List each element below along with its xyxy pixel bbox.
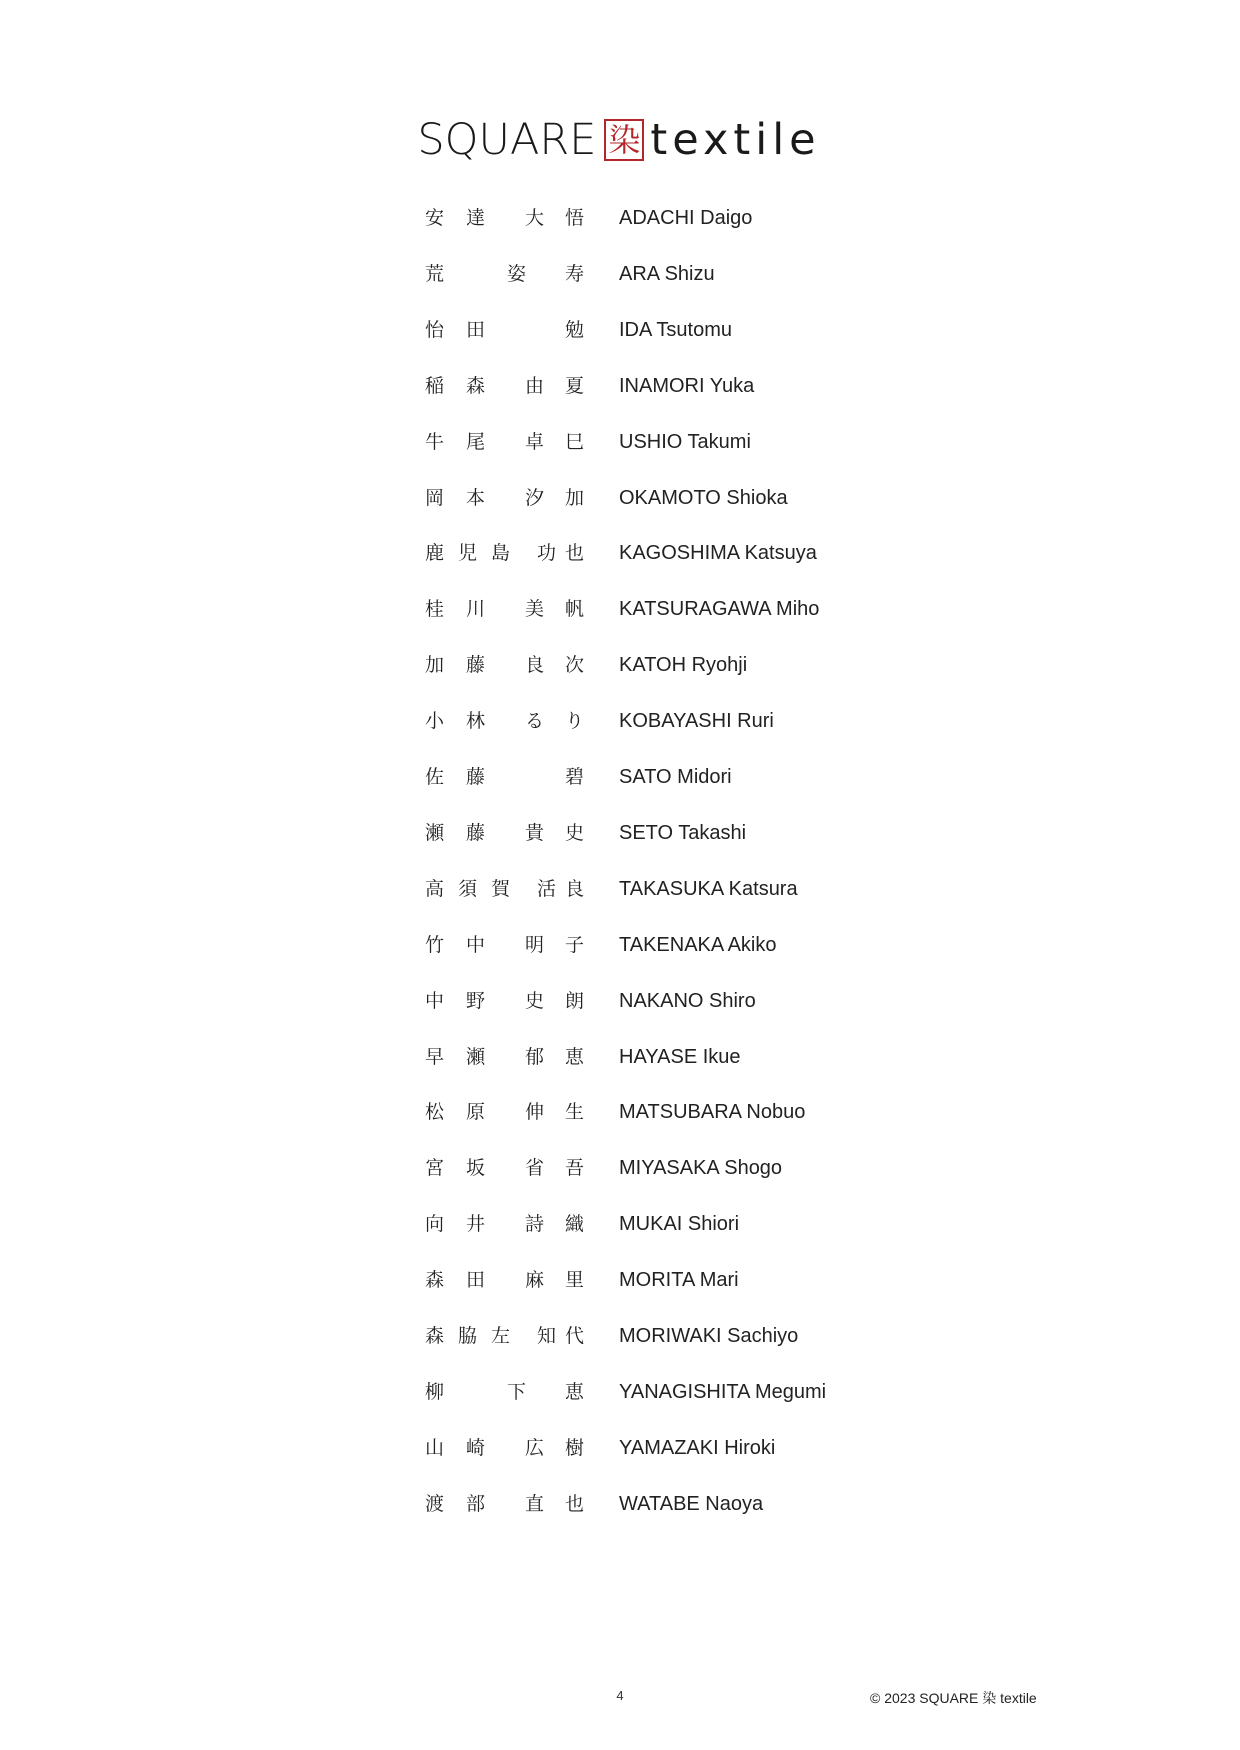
- name-character: 次: [565, 654, 585, 677]
- romanized-name: HAYASE Ikue: [619, 1045, 741, 1068]
- romanized-name: WATABE Naoya: [619, 1492, 764, 1515]
- romanized-name: SETO Takashi: [619, 821, 747, 844]
- name-character: 活: [537, 877, 557, 900]
- name-character: 麻: [525, 1269, 545, 1292]
- name-character: 広: [525, 1436, 545, 1459]
- japanese-name: [425, 813, 587, 853]
- name-character: 大: [525, 207, 545, 229]
- name-character: 代: [565, 1325, 585, 1347]
- name-character: 伸: [525, 1101, 545, 1124]
- name-character: 須: [458, 877, 478, 900]
- roster-row: [0, 701, 1240, 741]
- name-character: 藤: [466, 766, 486, 788]
- name-character: 朗: [565, 989, 585, 1012]
- romanized-name: USHIO Takumi: [619, 430, 751, 453]
- name-character: 野: [466, 989, 486, 1012]
- name-character: 巳: [565, 430, 585, 453]
- name-character: 吾: [565, 1157, 585, 1180]
- roster-row: [0, 925, 1240, 965]
- japanese-name: [425, 645, 587, 685]
- name-character: 怡: [425, 318, 445, 341]
- name-character: 柳: [425, 1380, 445, 1403]
- roster-row: [0, 1204, 1240, 1244]
- name-character: 宮: [425, 1157, 445, 1180]
- name-character: 明: [525, 933, 545, 956]
- roster-row: [0, 589, 1240, 629]
- name-character: 瀬: [466, 1045, 486, 1068]
- name-character: 向: [425, 1213, 445, 1236]
- romanized-name: MATSUBARA Nobuo: [619, 1101, 806, 1124]
- name-character: 史: [565, 821, 585, 844]
- japanese-name: [425, 1260, 587, 1300]
- romanized-name: ARA Shizu: [619, 262, 715, 285]
- name-character: 也: [565, 542, 585, 565]
- name-character: 下: [507, 1380, 527, 1403]
- roster-row: [0, 1092, 1240, 1132]
- romanized-name: MIYASAKA Shogo: [619, 1157, 783, 1180]
- name-character: 崎: [466, 1436, 486, 1459]
- romanized-name: MORIWAKI Sachiyo: [619, 1325, 799, 1347]
- name-character: 直: [525, 1492, 545, 1515]
- japanese-name: [425, 533, 587, 573]
- name-character: 汐: [525, 486, 545, 509]
- name-character: 松: [425, 1101, 445, 1124]
- japanese-name: [425, 198, 587, 238]
- roster-row: [0, 198, 1240, 238]
- japanese-name: [425, 589, 587, 629]
- japanese-name: [425, 1092, 587, 1132]
- name-character: 由: [525, 374, 545, 397]
- name-character: 賀: [491, 877, 511, 900]
- japanese-name: [425, 1484, 587, 1524]
- name-character: 森: [425, 1325, 445, 1347]
- name-character: 恵: [565, 1045, 585, 1068]
- japanese-name: [425, 869, 587, 909]
- logo-word-textile: textile: [650, 115, 821, 165]
- name-character: 良: [525, 654, 545, 677]
- roster-row: [0, 813, 1240, 853]
- name-character: 詩: [525, 1213, 545, 1236]
- japanese-name: [425, 478, 587, 518]
- name-character: 山: [425, 1436, 445, 1459]
- name-character: 荒: [425, 262, 445, 285]
- name-character: 森: [425, 1269, 445, 1292]
- roster-row: [0, 1484, 1240, 1524]
- name-character: 尾: [466, 430, 486, 453]
- name-character: 島: [491, 542, 511, 565]
- roster-row: [0, 1037, 1240, 1077]
- name-character: 鹿: [425, 542, 445, 565]
- romanized-name: TAKASUKA Katsura: [619, 877, 798, 900]
- name-character: 功: [537, 542, 557, 565]
- name-character: 牛: [425, 430, 445, 453]
- roster-row: [0, 533, 1240, 573]
- name-character: 碧: [565, 766, 585, 788]
- roster-row: [0, 1148, 1240, 1188]
- name-character: 児: [458, 542, 478, 565]
- name-character: 織: [565, 1213, 585, 1236]
- roster-row: [0, 1260, 1240, 1300]
- name-character: 林: [466, 710, 486, 733]
- japanese-name: [425, 1148, 587, 1188]
- name-character: 達: [466, 207, 486, 229]
- roster-row: [0, 645, 1240, 685]
- romanized-name: MUKAI Shiori: [619, 1213, 740, 1236]
- name-character: 郁: [525, 1045, 545, 1068]
- roster-row: [0, 1316, 1240, 1356]
- name-character: 悟: [565, 207, 585, 229]
- japanese-name: [425, 757, 587, 797]
- logo-mark: [417, 115, 820, 165]
- name-character: 史: [525, 989, 545, 1012]
- romanized-name: KATOH Ryohji: [619, 654, 748, 677]
- name-character: 小: [425, 710, 445, 733]
- japanese-name: [425, 1204, 587, 1244]
- name-character: 中: [425, 989, 445, 1012]
- name-character: 岡: [425, 486, 445, 509]
- name-character: 竹: [425, 933, 445, 956]
- romanized-name: KAGOSHIMA Katsuya: [619, 542, 817, 565]
- japanese-name: [425, 1372, 587, 1412]
- name-character: 也: [565, 1492, 585, 1515]
- name-character: 良: [565, 877, 585, 900]
- page-number: 4: [616, 1688, 624, 1703]
- name-character: 稲: [425, 374, 445, 397]
- japanese-name: [425, 925, 587, 965]
- name-character: 瀬: [425, 821, 445, 844]
- name-character: 坂: [466, 1157, 486, 1180]
- name-character: る: [525, 710, 545, 733]
- romanized-name: TAKENAKA Akiko: [619, 933, 777, 956]
- logo-word-square: SQUARE: [417, 115, 597, 165]
- romanized-name: ADACHI Daigo: [619, 207, 753, 229]
- romanized-name: SATO Midori: [619, 766, 732, 788]
- japanese-name: [425, 981, 587, 1021]
- name-character: 夏: [565, 374, 585, 397]
- romanized-name: IDA Tsutomu: [619, 318, 733, 341]
- name-character: 井: [466, 1213, 486, 1236]
- japanese-name: [425, 310, 587, 350]
- name-character: 渡: [425, 1492, 445, 1515]
- roster-row: [0, 869, 1240, 909]
- name-character: 知: [537, 1325, 557, 1347]
- name-character: 部: [466, 1492, 486, 1515]
- name-character: 桂: [425, 598, 445, 621]
- romanized-name: YANAGISHITA Megumi: [619, 1380, 827, 1403]
- japanese-name: [425, 1316, 587, 1356]
- romanized-name: KOBAYASHI Ruri: [619, 710, 774, 733]
- name-character: 貴: [525, 821, 545, 844]
- name-character: 樹: [565, 1436, 585, 1459]
- romanized-name: KATSURAGAWA Miho: [619, 598, 820, 621]
- name-character: 里: [565, 1269, 585, 1292]
- romanized-name: INAMORI Yuka: [619, 374, 755, 397]
- name-character: 加: [425, 654, 445, 677]
- roster-row: [0, 1428, 1240, 1468]
- romanized-name: MORITA Mari: [619, 1269, 739, 1292]
- roster-row: [0, 478, 1240, 518]
- name-character: 中: [466, 933, 486, 956]
- name-character: 脇: [458, 1325, 478, 1347]
- name-character: 川: [466, 598, 486, 621]
- logo: [0, 110, 1240, 170]
- roster-row: [0, 310, 1240, 350]
- romanized-name: YAMAZAKI Hiroki: [619, 1436, 776, 1459]
- logo-seal: 染: [604, 119, 644, 161]
- roster-row: [0, 254, 1240, 294]
- name-character: 姿: [507, 262, 527, 285]
- name-character: 早: [425, 1045, 445, 1068]
- roster-row: [0, 981, 1240, 1021]
- name-character: 勉: [565, 318, 585, 341]
- name-character: 卓: [525, 430, 545, 453]
- name-character: 恵: [565, 1380, 585, 1403]
- name-character: 左: [491, 1325, 511, 1347]
- name-character: 省: [525, 1157, 545, 1180]
- japanese-name: [425, 1037, 587, 1077]
- roster-row: [0, 422, 1240, 462]
- name-character: 生: [565, 1101, 585, 1124]
- name-character: 原: [466, 1101, 486, 1124]
- japanese-name: [425, 422, 587, 462]
- name-character: 帆: [565, 598, 585, 621]
- japanese-name: [425, 1428, 587, 1468]
- copyright-notice: © 2023 SQUARE 染 textile: [870, 1690, 1037, 1706]
- roster-row: [0, 757, 1240, 797]
- name-character: 佐: [425, 766, 445, 788]
- roster-row: [0, 1372, 1240, 1412]
- name-character: 美: [525, 598, 545, 621]
- name-character: 寿: [565, 262, 585, 285]
- name-character: 田: [466, 1269, 486, 1292]
- japanese-name: [425, 254, 587, 294]
- japanese-name: [425, 366, 587, 406]
- name-character: 本: [466, 486, 486, 509]
- name-character: 藤: [466, 821, 486, 844]
- name-character: 田: [466, 318, 486, 341]
- roster-row: [0, 366, 1240, 406]
- name-character: 森: [466, 374, 486, 397]
- name-character: 安: [425, 207, 445, 229]
- name-character: り: [565, 710, 585, 733]
- name-character: 子: [565, 933, 585, 956]
- romanized-name: OKAMOTO Shioka: [619, 486, 788, 509]
- name-character: 藤: [466, 654, 486, 677]
- name-character: 加: [565, 486, 585, 509]
- japanese-name: [425, 701, 587, 741]
- romanized-name: NAKANO Shiro: [619, 989, 756, 1012]
- name-character: 高: [425, 877, 445, 900]
